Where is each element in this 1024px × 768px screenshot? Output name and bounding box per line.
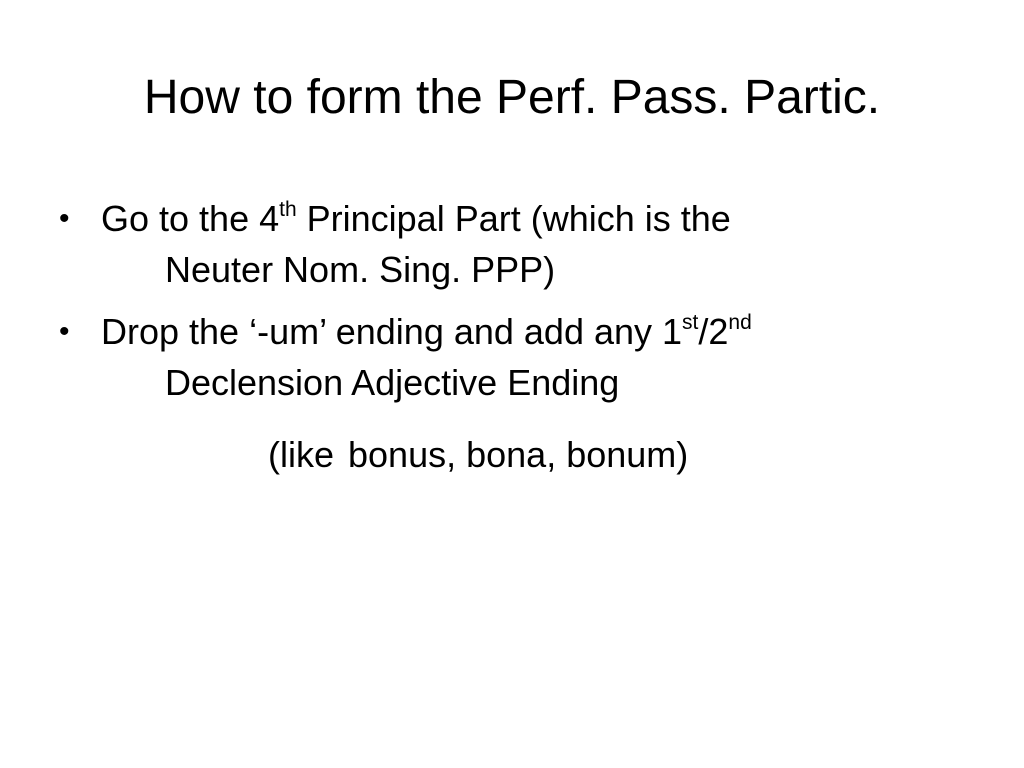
ordinal-superscript: st: [682, 311, 699, 334]
bullet-text: /2: [698, 311, 729, 352]
bullet-text: Principal Part (which is the: [296, 198, 731, 239]
ordinal-superscript: th: [279, 198, 297, 221]
bullet-icon: •: [59, 315, 70, 348]
bullet-line: [101, 304, 986, 359]
example-line: [268, 427, 688, 482]
bullet-text: Drop the ‘-um’ ending and add any 1: [101, 311, 683, 352]
bullet-item-principal-part: [56, 191, 986, 297]
example-forms: bonus, bona, bonum): [348, 434, 689, 475]
bullet-text: Go to the 4: [101, 198, 280, 239]
bullet-item-drop-ending: [56, 304, 986, 410]
ordinal-superscript: nd: [728, 311, 752, 334]
bullet-line: [101, 191, 986, 246]
example-prefix: (like: [268, 434, 335, 475]
bullet-list: [56, 191, 986, 417]
bullet-icon: •: [59, 202, 70, 235]
bullet-continuation: Declension Adjective Ending: [165, 362, 620, 403]
slide-title: How to form the Perf. Pass. Partic.: [143, 71, 881, 124]
bullet-continuation: Neuter Nom. Sing. PPP): [165, 249, 556, 290]
